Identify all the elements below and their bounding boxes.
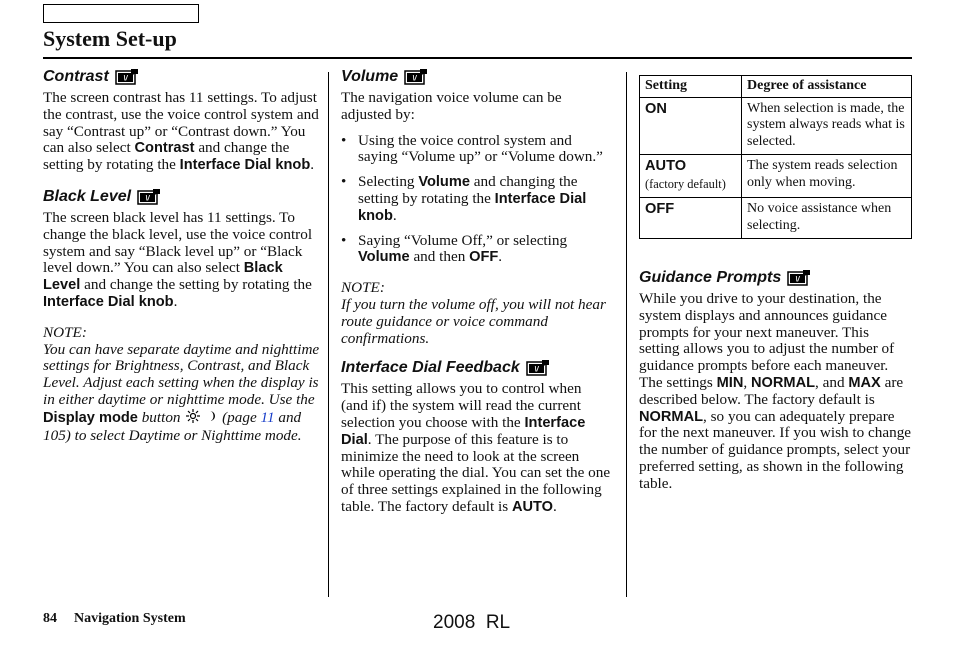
voice-command-icon — [115, 68, 139, 86]
contrast-paragraph: The screen contrast has 11 settings. To adjust the contrast, use the voice control system and say “Contrast up” or “Contrast down.” You can also select Contrast and change the setting by rotating the Interface Dial knob. — [43, 89, 319, 174]
setting-description: The system reads selection only when moving. — [742, 155, 912, 198]
voice-command-icon — [787, 269, 811, 287]
list-item: • Saying “Volume Off,” or selecting Volume and then OFF. — [341, 233, 612, 267]
table-row — [640, 97, 912, 155]
voice-command-icon — [526, 359, 550, 377]
volume-heading: Volume \/ — [341, 68, 612, 86]
factory-default-label: (factory default) — [645, 176, 726, 191]
list-item: • Selecting Volume and changing the setting by rotating the Interface Dial knob. — [341, 174, 612, 224]
volume-note-label: NOTE: — [341, 279, 385, 297]
black-level-paragraph: The screen black level has 11 settings. To change the black level, use the voice control system and say “Black level up” or “Black level down.” You can also select Black Level and change the setting by rotating the Interface Dial knob. — [43, 208, 313, 310]
table-header-row — [640, 76, 912, 98]
svg-text:\/: \/ — [795, 276, 800, 284]
guidance-paragraph: While you drive to your destination, the system displays and announces guidance prompts for your next maneuver. This setting allows you to adjust the number of guidance prompts before each maneuver. The settings MIN, NORMAL, and MAX are described below. The factory default is NORMAL, so you can adequately prepare for the next maneuver. If you wish to change the number of guidance prompts, select your preferred setting, as shown in the following table. — [639, 290, 912, 492]
page-footer — [43, 611, 186, 627]
setting-description: When selection is made, the system always reads what is selected. — [742, 97, 912, 155]
feedback-paragraph: This setting allows you to control when (and if) the system will read the current selection you choose with the Interface Dial. The purpose of this feature is to minimize the need to look at the screen while operating the dial. You can set the one of three settings explained in the following table. The factory default is AUTO. — [341, 380, 611, 515]
interface-dial-feedback-heading: Interface Dial Feedback \/ — [341, 359, 612, 377]
contrast-heading: Contrast \/ — [43, 68, 321, 86]
page-11-link[interactable]: 11 — [260, 408, 275, 426]
column-divider — [626, 72, 627, 597]
middle-column — [341, 68, 612, 516]
column-header: Setting — [640, 76, 742, 98]
volume-note-text: If you turn the volume off, you will not hear route guidance or voice command confirmations. — [341, 295, 606, 347]
svg-text:\/: \/ — [123, 75, 128, 83]
page-title: System Set-up — [43, 26, 177, 51]
note-label: NOTE: — [43, 323, 87, 341]
section-name: Navigation System — [74, 611, 186, 626]
page-number: 84 — [43, 611, 57, 626]
column-header: Degree of assistance — [742, 76, 912, 98]
setting-description: No voice assistance when selecting. — [742, 198, 912, 239]
svg-text:\/: \/ — [412, 75, 417, 83]
voice-command-icon — [404, 68, 428, 86]
volume-intro: The navigation voice volume can be adjusted by: — [341, 89, 562, 123]
volume-list — [341, 133, 612, 267]
left-column — [43, 68, 321, 444]
black-level-heading: Black Level \/ — [43, 188, 321, 206]
header-rule — [43, 57, 912, 59]
sun-moon-icon — [184, 409, 218, 428]
voice-command-icon — [137, 188, 161, 206]
degree-of-assistance-table — [639, 75, 912, 239]
guidance-prompts-heading: Guidance Prompts \/ — [639, 269, 912, 287]
table-row — [640, 198, 912, 239]
setting-name: ON — [645, 100, 667, 117]
list-item: • Using the voice control system and saying “Volume up” or “Volume down.” — [341, 133, 612, 167]
model-label: 2008 RL — [433, 612, 511, 633]
setting-name: OFF — [645, 201, 675, 217]
right-column — [639, 269, 912, 493]
svg-text:\/: \/ — [145, 195, 150, 203]
svg-text:\/: \/ — [534, 366, 539, 374]
header-tab-box — [43, 4, 199, 23]
setting-name: AUTO — [645, 158, 687, 174]
note-paragraph: You can have separate daytime and nighttime settings for Brightness, Contrast, and Black Level. Adjust each setting when the display is in either daytime or nighttime mode. Use the Display mode button (page 11 and 105) to select Daytime or Nighttime mode. — [43, 340, 320, 444]
column-divider — [328, 72, 329, 597]
table-row — [640, 155, 912, 198]
